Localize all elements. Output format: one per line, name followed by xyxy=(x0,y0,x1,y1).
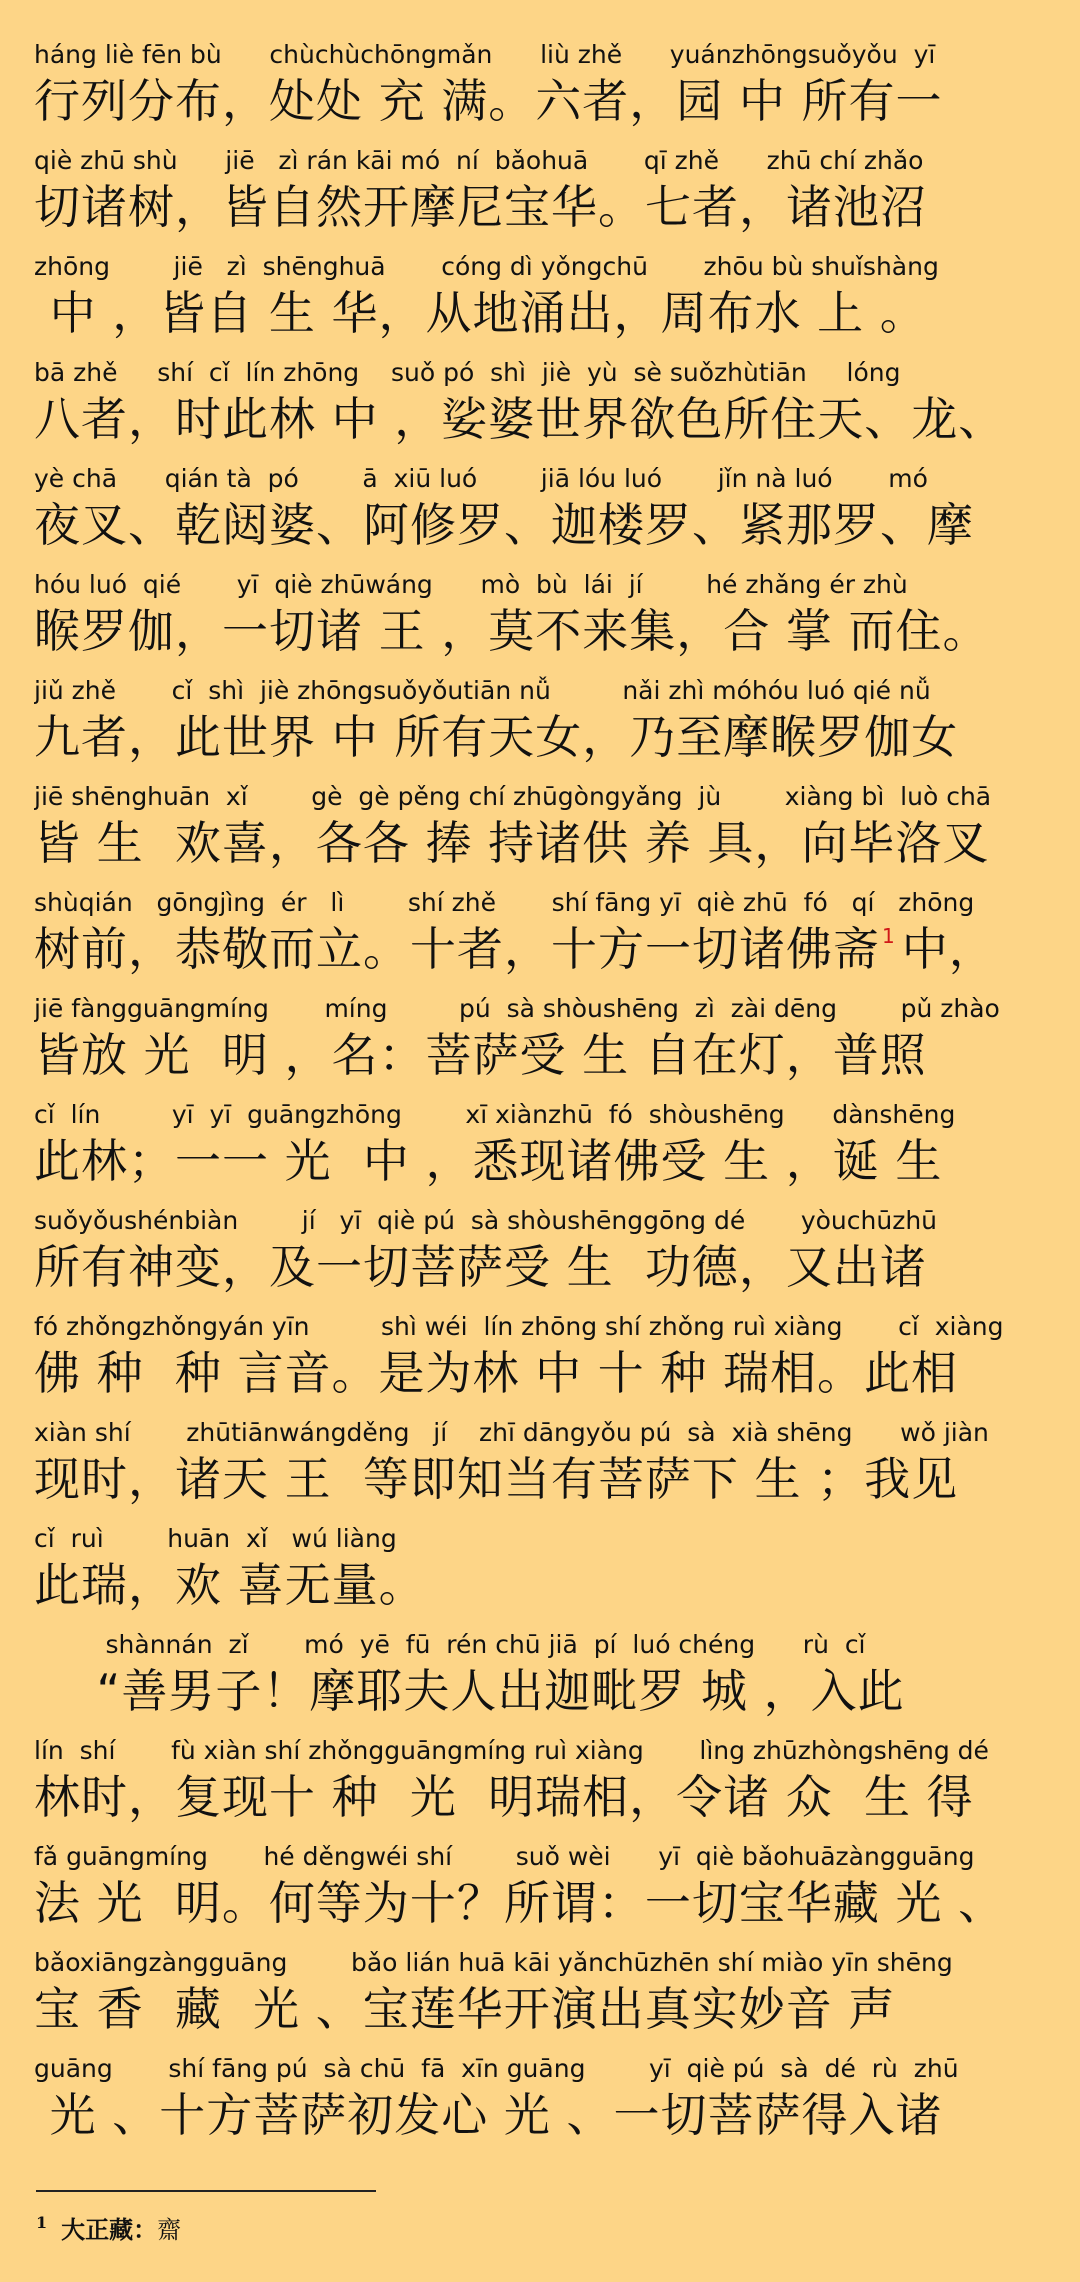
verse-line xyxy=(34,674,1064,779)
hanzi-text-tail: 中， xyxy=(901,922,996,976)
pinyin-line: yè chā qián tà pó ā xiū luó jiā lóu luó jǐn nà luó mó xyxy=(34,464,928,493)
footnote-label: 大正藏： xyxy=(61,2215,158,2244)
pinyin-line: hóu luó qié yī qiè zhūwáng mò bù lái jí hé zhǎng ér zhù xyxy=(34,570,908,599)
pinyin-line: zhōng jiē zì shēnghuā cóng dì yǒngchū zhōu bù shuǐshàng xyxy=(34,252,939,281)
hanzi-text: 法 光 明。何等为十？所谓：一切宝华藏 光 、 xyxy=(34,1876,1006,1930)
pinyin-line: jiǔ zhě cǐ shì jiè zhōngsuǒyǒutiān nǚ nǎi zhì móhóu luó qié nǚ xyxy=(34,676,931,705)
pinyin-line: shànnán zǐ mó yē fū rén chū jiā pí luó chéng rù cǐ xyxy=(34,1630,866,1659)
hanzi-text: 佛 种 种 言音。是为林 中 十 种 瑞相。此相 xyxy=(34,1346,958,1400)
hanzi-text: “善男子！摩耶夫人出迦毗罗 城 ，入此 xyxy=(34,1664,905,1718)
hanzi-line xyxy=(34,1234,1064,1300)
verse-line xyxy=(34,144,1064,249)
hanzi-line xyxy=(34,916,1064,982)
footnote-reference-marker[interactable]: 1 xyxy=(882,924,896,948)
verse-line xyxy=(34,1522,1064,1627)
hanzi-line xyxy=(34,1870,1064,1936)
footnote-number: 1 xyxy=(36,2213,48,2232)
hanzi-text: 此林；一一 光 中 ，悉现诸佛受 生 ，诞 生 xyxy=(34,1134,943,1188)
hanzi-line xyxy=(34,1764,1064,1830)
pinyin-line: cǐ ruì huān xǐ wú liàng xyxy=(34,1524,397,1553)
hanzi-text: 宝 香 藏 光 、宝莲华开演出真实妙音 声 xyxy=(34,1982,896,2036)
hanzi-text: 九者，此世界 中 所有天女，乃至摩睺罗伽女 xyxy=(34,710,959,764)
hanzi-line xyxy=(34,810,1064,876)
hanzi-text: 睺罗伽，一切诸 王 ，莫不来集，合 掌 而住。 xyxy=(34,604,990,658)
pinyin-line: lín shí fù xiàn shí zhǒngguāngmíng ruì xiàng lìng zhūzhòngshēng dé xyxy=(34,1736,989,1765)
hanzi-line xyxy=(34,492,1064,558)
hanzi-line xyxy=(34,1446,1064,1512)
hanzi-line xyxy=(34,68,1064,134)
pinyin-line: fó zhǒngzhǒngyán yīn shì wéi lín zhōng shí zhǒng ruì xiàng cǐ xiàng xyxy=(34,1312,1004,1341)
hanzi-text: 切诸树，皆自然开摩尼宝华。七者，诸池沼 xyxy=(34,180,927,234)
hanzi-text: 皆放 光 明 ，名：菩萨受 生 自在灯，普照 xyxy=(34,1028,927,1082)
verse-line xyxy=(34,568,1064,673)
hanzi-line xyxy=(34,1128,1064,1194)
hanzi-text: 行列分布，处处 充 满。六者，园 中 所有一 xyxy=(34,74,943,128)
pinyin-line: háng liè fēn bù chùchùchōngmǎn liù zhě yuánzhōngsuǒyǒu yī xyxy=(34,40,936,69)
verse-line xyxy=(34,462,1064,567)
verse-line xyxy=(34,356,1064,461)
hanzi-line xyxy=(34,1552,1064,1618)
pinyin-line: bǎoxiāngzàngguāng bǎo lián huā kāi yǎnchūzhēn shí miào yīn shēng xyxy=(34,1948,953,1977)
pinyin-line: jiē fàngguāngmíng míng pú sà shòushēng zì zài dēng pǔ zhào xyxy=(34,994,1000,1023)
pinyin-line: cǐ lín yī yī guāngzhōng xī xiànzhū fó shòushēng dànshēng xyxy=(34,1100,956,1129)
footnote xyxy=(36,2210,181,2250)
verse-line xyxy=(34,1310,1064,1415)
hanzi-text: 林时，复现十 种 光 明瑞相，令诸 众 生 得 xyxy=(34,1770,974,1824)
verse-line xyxy=(34,992,1064,1097)
hanzi-line xyxy=(34,1022,1064,1088)
hanzi-line xyxy=(34,1340,1064,1406)
verse-line xyxy=(34,1628,1064,1733)
hanzi-text: 树前，恭敬而立。十者，十方一切诸佛斋 xyxy=(34,922,880,976)
footnote-divider xyxy=(36,2190,376,2192)
verse-line xyxy=(34,1416,1064,1521)
pinyin-line: xiàn shí zhūtiānwángděng jí zhī dāngyǒu pú sà xià shēng wǒ jiàn xyxy=(34,1418,989,1447)
verse-line xyxy=(34,38,1064,143)
hanzi-text: 所有神变，及一切菩萨受 生 功德，又出诸 xyxy=(34,1240,927,1294)
verse-line xyxy=(34,780,1064,885)
verse-line xyxy=(34,2052,1064,2157)
pinyin-line: fǎ guāngmíng hé děngwéi shí suǒ wèi yī qiè bǎohuāzàngguāng xyxy=(34,1842,975,1871)
hanzi-text: 中 ，皆自 生 华，从地涌出，周布水 上 。 xyxy=(34,286,927,340)
hanzi-text: 现时，诸天 王 等即知当有菩萨下 生 ；我见 xyxy=(34,1452,959,1506)
hanzi-line xyxy=(34,280,1064,346)
pinyin-line: jiē shēnghuān xǐ gè gè pěng chí zhūgòngyǎng jù xiàng bì luò chā xyxy=(34,782,992,811)
verse-line xyxy=(34,886,1064,991)
verse-line xyxy=(34,1946,1064,2051)
hanzi-text: 此瑞，欢 喜无量。 xyxy=(34,1558,426,1612)
verse-line xyxy=(34,1840,1064,1945)
pinyin-line: bā zhě shí cǐ lín zhōng suǒ pó shì jiè yù sè suǒzhùtiān lóng xyxy=(34,358,901,387)
hanzi-text: 皆 生 欢喜，各各 捧 持诸供 养 具，向毕洛叉 xyxy=(34,816,990,870)
pinyin-line: suǒyǒushénbiàn jí yī qiè pú sà shòushēnggōng dé yòuchūzhū xyxy=(34,1206,938,1235)
hanzi-line xyxy=(34,704,1064,770)
pinyin-line: guāng shí fāng pú sà chū fā xīn guāng yī qiè pú sà dé rù zhū xyxy=(34,2054,959,2083)
hanzi-line xyxy=(34,386,1064,452)
hanzi-line xyxy=(34,2082,1064,2148)
verse-line xyxy=(34,1204,1064,1309)
footnote-text: 齋 xyxy=(157,2216,182,2244)
pinyin-line: qiè zhū shù jiē zì rán kāi mó ní bǎohuā qī zhě zhū chí zhǎo xyxy=(34,146,924,175)
pinyin-line: shùqián gōngjìng ér lì shí zhě shí fāng yī qiè zhū fó qí zhōng xyxy=(34,888,975,917)
hanzi-text: 夜叉、乾闼婆、阿修罗、迦楼罗、紧那罗、摩 xyxy=(34,498,974,552)
hanzi-line xyxy=(34,1658,1064,1724)
hanzi-line xyxy=(34,1976,1064,2042)
verse-line xyxy=(34,1098,1064,1203)
verse-line xyxy=(34,1734,1064,1839)
hanzi-line xyxy=(34,174,1064,240)
verse-line xyxy=(34,250,1064,355)
hanzi-text: 光 、十方菩萨初发心 光 、一切菩萨得入诸 xyxy=(34,2088,943,2142)
hanzi-text: 八者，时此林 中 ，娑婆世界欲色所住天、龙、 xyxy=(34,392,1006,446)
hanzi-line xyxy=(34,598,1064,664)
